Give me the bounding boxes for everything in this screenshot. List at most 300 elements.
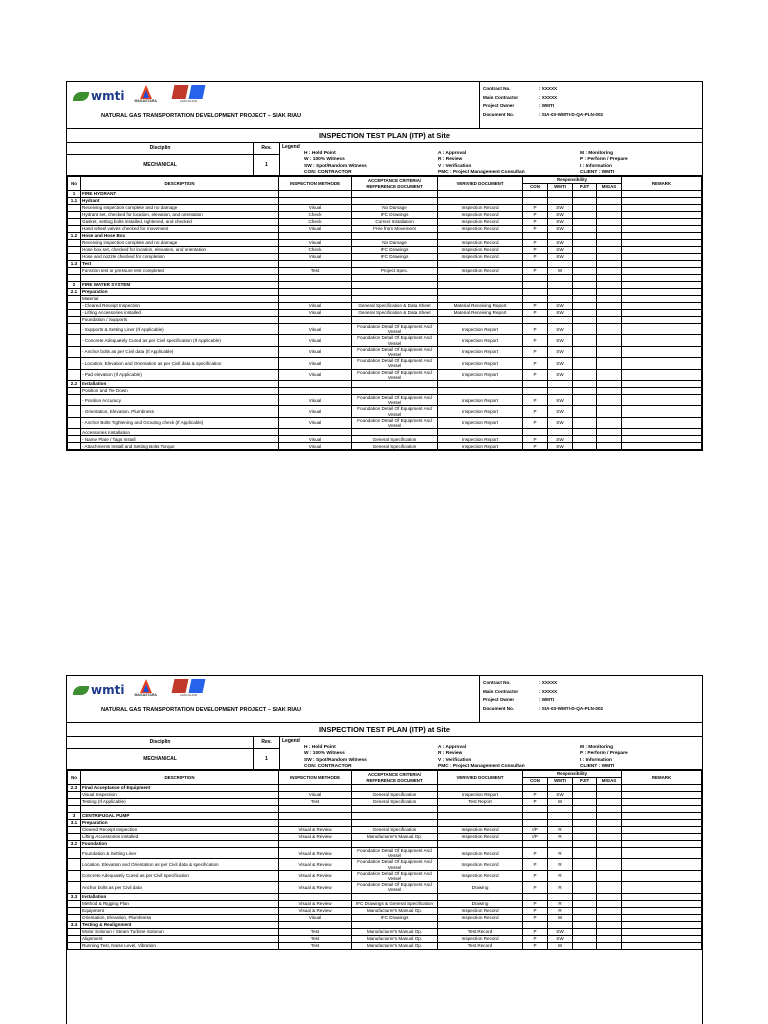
cell-migas bbox=[597, 792, 622, 799]
cell-no bbox=[68, 205, 81, 212]
cell-verified: Inspection Report bbox=[438, 443, 523, 450]
cell-verified: Inspection Report bbox=[438, 324, 523, 335]
cell-remark bbox=[622, 841, 702, 848]
cell-criteria: IFC Drawings bbox=[352, 914, 438, 921]
magastara-logo bbox=[134, 85, 157, 103]
cell-description bbox=[81, 275, 279, 282]
cell-criteria bbox=[352, 275, 438, 282]
cell-wmti bbox=[548, 198, 573, 205]
cell-pjit bbox=[573, 870, 597, 881]
legend-item: V : Verification bbox=[438, 163, 472, 169]
cell-description: Hose and nozzle checked for completion bbox=[81, 254, 279, 261]
cell-con bbox=[523, 233, 548, 240]
table-row bbox=[68, 834, 702, 841]
cell-con bbox=[523, 841, 548, 848]
cell-pjit bbox=[573, 233, 597, 240]
cell-migas bbox=[597, 893, 622, 900]
cell-pjit bbox=[573, 785, 597, 792]
cell-remark bbox=[622, 219, 702, 226]
cell-description: Method & Rigging Plan bbox=[81, 900, 279, 907]
cell-criteria: No Damage bbox=[352, 240, 438, 247]
cell-verified: Inspection Record bbox=[438, 914, 523, 921]
col-header-criteria: ACCEPTANCE CRITERIA/ REFFERENCE DOCUMENT bbox=[352, 771, 438, 785]
cell-verified: Inspection Report bbox=[438, 406, 523, 417]
cell-con: P bbox=[523, 219, 548, 226]
cell-method bbox=[279, 388, 352, 395]
cell-verified bbox=[438, 893, 523, 900]
cell-migas bbox=[597, 219, 622, 226]
cell-pjit bbox=[573, 935, 597, 942]
cell-pjit bbox=[573, 226, 597, 233]
info-value: : XXXXX bbox=[539, 680, 558, 685]
col-header-migas: MIGAS bbox=[597, 778, 622, 785]
cell-no: 3.1 bbox=[68, 820, 81, 827]
info-key: Document No. bbox=[483, 111, 515, 117]
section-row bbox=[68, 813, 702, 820]
cell-verified: Test Record bbox=[438, 942, 523, 949]
lf-logo-caption: LIMA FAJAR bbox=[179, 693, 197, 697]
cell-description: Location, Elevation and Orientation as per Civil data & specification bbox=[81, 859, 279, 870]
legend bbox=[280, 143, 702, 175]
cell-con bbox=[523, 429, 548, 436]
cell-migas bbox=[597, 388, 622, 395]
cell-migas bbox=[597, 834, 622, 841]
cell-no: 2 bbox=[68, 282, 81, 289]
itp-page-2 bbox=[66, 675, 703, 1024]
cell-description: Foundation bbox=[81, 841, 279, 848]
cell-criteria: Foundation Detail Of Equipment And Vessel bbox=[352, 417, 438, 428]
revision-label: Rev. bbox=[254, 737, 279, 749]
cell-criteria: Correct Installation bbox=[352, 219, 438, 226]
cell-criteria bbox=[352, 388, 438, 395]
cell-description: - Concrete Adequately Cured as per Civil specification (If Applicable) bbox=[81, 335, 279, 346]
cell-con: P bbox=[523, 928, 548, 935]
cell-remark bbox=[622, 436, 702, 443]
cell-method: Visual bbox=[279, 443, 352, 450]
discipline-label: Disciplin bbox=[67, 737, 253, 749]
cell-wmti bbox=[548, 813, 573, 820]
project-title: NATURAL GAS TRANSPORTATION DEVELOPMENT PROJECT – SIAK RIAU bbox=[101, 113, 302, 119]
cell-remark bbox=[622, 275, 702, 282]
cell-verified: Inspection Record bbox=[438, 935, 523, 942]
col-header-remark: REMARK bbox=[622, 177, 702, 191]
cell-pjit bbox=[573, 346, 597, 357]
cell-con: I/P bbox=[523, 834, 548, 841]
cell-remark bbox=[622, 233, 702, 240]
cell-pjit bbox=[573, 268, 597, 275]
cell-method: Visual bbox=[279, 358, 352, 369]
cell-criteria: Project Spec. bbox=[352, 268, 438, 275]
table-row bbox=[68, 429, 702, 436]
table-row bbox=[68, 296, 702, 303]
legend-row bbox=[67, 143, 702, 176]
cell-migas bbox=[597, 335, 622, 346]
table-row bbox=[68, 226, 702, 233]
cell-verified bbox=[438, 785, 523, 792]
legend-item: V : Verification bbox=[438, 757, 472, 763]
cell-migas bbox=[597, 942, 622, 949]
cell-remark bbox=[622, 282, 702, 289]
document-info bbox=[480, 676, 702, 722]
cell-remark bbox=[622, 834, 702, 841]
cell-pjit bbox=[573, 882, 597, 893]
table-row bbox=[68, 212, 702, 219]
cell-remark bbox=[622, 369, 702, 380]
cell-pjit bbox=[573, 792, 597, 799]
cell-verified: Material Receiving Report bbox=[438, 303, 523, 310]
cell-criteria: Foundation Detail Of Equipment And Vessel bbox=[352, 346, 438, 357]
info-value: : WMTI bbox=[539, 103, 555, 109]
cell-verified bbox=[438, 841, 523, 848]
cell-wmti: R bbox=[548, 907, 573, 914]
cell-remark bbox=[622, 859, 702, 870]
cell-no bbox=[68, 935, 81, 942]
cell-pjit bbox=[573, 921, 597, 928]
cell-con bbox=[523, 261, 548, 268]
cell-con: P bbox=[523, 799, 548, 806]
cell-remark bbox=[622, 935, 702, 942]
cell-wmti bbox=[548, 429, 573, 436]
cell-verified: Drawing bbox=[438, 882, 523, 893]
cell-wmti bbox=[548, 893, 573, 900]
cell-verified bbox=[438, 296, 523, 303]
cell-remark bbox=[622, 268, 702, 275]
legend-item: PMC : Project Management Consultan bbox=[438, 170, 525, 176]
cell-remark bbox=[622, 792, 702, 799]
cell-wmti: W bbox=[548, 799, 573, 806]
legend-item: M : Monitoring bbox=[580, 745, 614, 750]
table-row bbox=[68, 254, 702, 261]
cell-no bbox=[68, 834, 81, 841]
cell-no bbox=[68, 900, 81, 907]
cell-verified bbox=[438, 429, 523, 436]
legend-item: R : Review bbox=[438, 751, 463, 757]
cell-description: Concrete Adequately Cured as per Civil specification bbox=[81, 870, 279, 881]
col-header-pjit: PJIT bbox=[573, 184, 597, 191]
cell-verified: Inspection Record bbox=[438, 212, 523, 219]
cell-no bbox=[68, 335, 81, 346]
cell-verified: Inspection Record bbox=[438, 240, 523, 247]
cell-remark bbox=[622, 254, 702, 261]
cell-migas bbox=[597, 254, 622, 261]
cell-remark bbox=[622, 395, 702, 406]
cell-criteria: General Specification bbox=[352, 799, 438, 806]
cell-pjit bbox=[573, 429, 597, 436]
legend-item: PMC : Project Management Consultan bbox=[438, 764, 525, 770]
cell-criteria bbox=[352, 289, 438, 296]
cell-migas bbox=[597, 882, 622, 893]
cell-criteria: No Damage bbox=[352, 205, 438, 212]
cell-criteria bbox=[352, 198, 438, 205]
flame-icon bbox=[140, 679, 152, 693]
cell-pjit bbox=[573, 240, 597, 247]
cell-method: Visual bbox=[279, 240, 352, 247]
cell-verified: Inspection Report bbox=[438, 346, 523, 357]
cell-migas bbox=[597, 799, 622, 806]
cell-remark bbox=[622, 900, 702, 907]
col-header-responsibility: Responsibility bbox=[523, 177, 622, 184]
cell-description: Final Acceptance of Equipment bbox=[81, 785, 279, 792]
legend-label: Legend bbox=[282, 144, 300, 150]
discipline-cell bbox=[67, 737, 254, 769]
legend-row bbox=[67, 737, 702, 770]
cell-description: Position and Tie Down bbox=[81, 388, 279, 395]
cell-pjit bbox=[573, 914, 597, 921]
cell-method bbox=[279, 429, 352, 436]
cell-no bbox=[68, 346, 81, 357]
cell-description: Accessories Installation bbox=[81, 429, 279, 436]
cell-description: - Lifting Accessories installed bbox=[81, 310, 279, 317]
cell-verified: Inspection Report bbox=[438, 417, 523, 428]
logo-area bbox=[67, 676, 480, 722]
cell-con: P bbox=[523, 205, 548, 212]
cell-wmti: SW bbox=[548, 219, 573, 226]
col-header-con: CON bbox=[523, 184, 548, 191]
cell-wmti bbox=[548, 841, 573, 848]
cell-wmti bbox=[548, 233, 573, 240]
cell-description: Equipment bbox=[81, 907, 279, 914]
cell-criteria bbox=[352, 429, 438, 436]
cell-pjit bbox=[573, 928, 597, 935]
cell-migas bbox=[597, 303, 622, 310]
cell-method: Visual bbox=[279, 417, 352, 428]
section-row bbox=[68, 893, 702, 900]
cell-pjit bbox=[573, 436, 597, 443]
cell-pjit bbox=[573, 310, 597, 317]
table-row bbox=[68, 417, 702, 428]
cell-verified bbox=[438, 261, 523, 268]
cell-con: P bbox=[523, 436, 548, 443]
cell-description: Receiving inspection complete and no damage bbox=[81, 240, 279, 247]
cell-method: Visual & Review bbox=[279, 882, 352, 893]
cell-con: P bbox=[523, 942, 548, 949]
cell-no bbox=[68, 226, 81, 233]
legend-item: A : Approval bbox=[438, 151, 467, 156]
cell-wmti bbox=[548, 275, 573, 282]
cell-description: Testing & Realignment bbox=[81, 921, 279, 928]
cell-no bbox=[68, 792, 81, 799]
cell-criteria bbox=[352, 893, 438, 900]
table-row bbox=[68, 205, 702, 212]
table-row bbox=[68, 436, 702, 443]
cell-migas bbox=[597, 820, 622, 827]
cell-no bbox=[68, 296, 81, 303]
cell-method bbox=[279, 813, 352, 820]
cell-pjit bbox=[573, 369, 597, 380]
cell-remark bbox=[622, 310, 702, 317]
itp-title: INSPECTION TEST PLAN (ITP) at Site bbox=[67, 723, 702, 737]
col-header-responsibility: Responsibility bbox=[523, 771, 622, 778]
cell-pjit bbox=[573, 289, 597, 296]
cell-wmti bbox=[548, 785, 573, 792]
section-row bbox=[68, 198, 702, 205]
cell-migas bbox=[597, 212, 622, 219]
cell-con bbox=[523, 806, 548, 813]
table-row bbox=[68, 303, 702, 310]
cell-migas bbox=[597, 436, 622, 443]
cell-wmti: W bbox=[548, 942, 573, 949]
revision-value: 1 bbox=[265, 162, 268, 168]
lf-logo bbox=[173, 85, 204, 103]
cell-description: CENTRIFUGAL PUMP bbox=[81, 813, 279, 820]
cell-con: P bbox=[523, 443, 548, 450]
cell-wmti: SW bbox=[548, 205, 573, 212]
table-row bbox=[68, 942, 702, 949]
cell-con: P bbox=[523, 247, 548, 254]
cell-description: Foundation / Supports bbox=[81, 317, 279, 324]
cell-con bbox=[523, 282, 548, 289]
cell-migas bbox=[597, 346, 622, 357]
cell-remark bbox=[622, 303, 702, 310]
cell-migas bbox=[597, 198, 622, 205]
info-value: : WMTI bbox=[539, 697, 555, 703]
table-row bbox=[68, 358, 702, 369]
table-row bbox=[68, 369, 702, 380]
cell-migas bbox=[597, 226, 622, 233]
itp-page-1 bbox=[66, 81, 703, 451]
info-value: : XXXXX bbox=[539, 86, 558, 91]
cell-no: 2.1 bbox=[68, 289, 81, 296]
table-row bbox=[68, 870, 702, 881]
cell-description: Installation bbox=[81, 893, 279, 900]
col-header-verified: VERIVIED DOCUMENT bbox=[438, 771, 523, 785]
cell-migas bbox=[597, 282, 622, 289]
cell-wmti: SW bbox=[548, 417, 573, 428]
cell-wmti: SW bbox=[548, 346, 573, 357]
cell-wmti: R bbox=[548, 834, 573, 841]
cell-verified: Test Record bbox=[438, 928, 523, 935]
table-row bbox=[68, 240, 702, 247]
cell-pjit bbox=[573, 205, 597, 212]
cell-migas bbox=[597, 928, 622, 935]
cell-con: P bbox=[523, 240, 548, 247]
cell-con bbox=[523, 921, 548, 928]
cell-criteria bbox=[352, 233, 438, 240]
table-row bbox=[68, 859, 702, 870]
cell-verified: Inspection Report bbox=[438, 369, 523, 380]
cell-criteria bbox=[352, 820, 438, 827]
flame-icon bbox=[140, 85, 152, 99]
cell-migas bbox=[597, 417, 622, 428]
cell-no bbox=[68, 303, 81, 310]
wmti-logo-text: wmti bbox=[91, 89, 125, 103]
cell-remark bbox=[622, 921, 702, 928]
cell-criteria: Manufacturer's Manual Op. bbox=[352, 834, 438, 841]
cell-verified: Inspection Record bbox=[438, 226, 523, 233]
cell-criteria: General Specification bbox=[352, 443, 438, 450]
cell-migas bbox=[597, 785, 622, 792]
discipline-value: MECHANICAL bbox=[143, 162, 177, 168]
cell-remark bbox=[622, 212, 702, 219]
magastara-logo bbox=[134, 679, 157, 697]
cell-no bbox=[68, 848, 81, 859]
cell-pjit bbox=[573, 834, 597, 841]
info-value: : XXXXX bbox=[539, 94, 558, 100]
cell-method: Visual bbox=[279, 792, 352, 799]
cell-pjit bbox=[573, 191, 597, 198]
cell-remark bbox=[622, 335, 702, 346]
cell-description: - Attachments Install and Setting Bolts Torque bbox=[81, 443, 279, 450]
cell-no bbox=[68, 429, 81, 436]
col-header-no: No bbox=[68, 177, 81, 191]
info-value: : SIA-03-WMTI-D-QA-PLN-002 bbox=[539, 705, 604, 711]
cell-migas bbox=[597, 848, 622, 859]
cell-criteria: IFC Drawings bbox=[352, 247, 438, 254]
cell-pjit bbox=[573, 381, 597, 388]
table-row bbox=[68, 792, 702, 799]
cell-pjit bbox=[573, 443, 597, 450]
section-row bbox=[68, 289, 702, 296]
table-row bbox=[68, 268, 702, 275]
cell-pjit bbox=[573, 317, 597, 324]
cell-con: P bbox=[523, 935, 548, 942]
cell-method: Visual bbox=[279, 205, 352, 212]
cell-migas bbox=[597, 191, 622, 198]
cell-migas bbox=[597, 289, 622, 296]
cell-migas bbox=[597, 429, 622, 436]
cell-no bbox=[68, 417, 81, 428]
cell-criteria: General Specification & Data Sheet bbox=[352, 303, 438, 310]
col-header-method: INSPECTION METHODE bbox=[279, 771, 352, 785]
cell-wmti: SW bbox=[548, 247, 573, 254]
cell-wmti bbox=[548, 296, 573, 303]
cell-pjit bbox=[573, 219, 597, 226]
cell-wmti: SW bbox=[548, 369, 573, 380]
cell-wmti: SW bbox=[548, 928, 573, 935]
cell-remark bbox=[622, 317, 702, 324]
cell-description: Gasket, setting bolts installed, tightened, and checked bbox=[81, 219, 279, 226]
cell-method: Check bbox=[279, 219, 352, 226]
cell-method bbox=[279, 261, 352, 268]
cell-remark bbox=[622, 324, 702, 335]
cell-con bbox=[523, 381, 548, 388]
col-header-verified: VERIVIED DOCUMENT bbox=[438, 177, 523, 191]
cell-pjit bbox=[573, 212, 597, 219]
table-header-row bbox=[68, 177, 702, 184]
cell-verified bbox=[438, 820, 523, 827]
col-header-migas: MIGAS bbox=[597, 184, 622, 191]
cell-method bbox=[279, 233, 352, 240]
cell-pjit bbox=[573, 388, 597, 395]
cell-migas bbox=[597, 900, 622, 907]
cell-con bbox=[523, 296, 548, 303]
cell-wmti bbox=[548, 282, 573, 289]
table-row bbox=[68, 443, 702, 450]
cell-no: 1.2 bbox=[68, 233, 81, 240]
cell-con bbox=[523, 893, 548, 900]
cell-description: FIRE HYDRANT bbox=[81, 191, 279, 198]
cell-migas bbox=[597, 841, 622, 848]
cell-migas bbox=[597, 358, 622, 369]
cell-criteria: Manufacturer's Manual Op. bbox=[352, 928, 438, 935]
table-row bbox=[68, 900, 702, 907]
table-row bbox=[68, 346, 702, 357]
cell-wmti: SW bbox=[548, 324, 573, 335]
table-row bbox=[68, 310, 702, 317]
cell-con: P bbox=[523, 848, 548, 859]
cell-remark bbox=[622, 205, 702, 212]
discipline-value: MECHANICAL bbox=[143, 756, 177, 762]
cell-migas bbox=[597, 859, 622, 870]
itp-table bbox=[67, 176, 702, 450]
cell-method: Test bbox=[279, 928, 352, 935]
leaf-icon bbox=[73, 92, 89, 101]
cell-method: Visual & Review bbox=[279, 907, 352, 914]
cell-wmti bbox=[548, 289, 573, 296]
cell-con: I/P bbox=[523, 827, 548, 834]
cell-remark bbox=[622, 882, 702, 893]
cell-verified bbox=[438, 191, 523, 198]
